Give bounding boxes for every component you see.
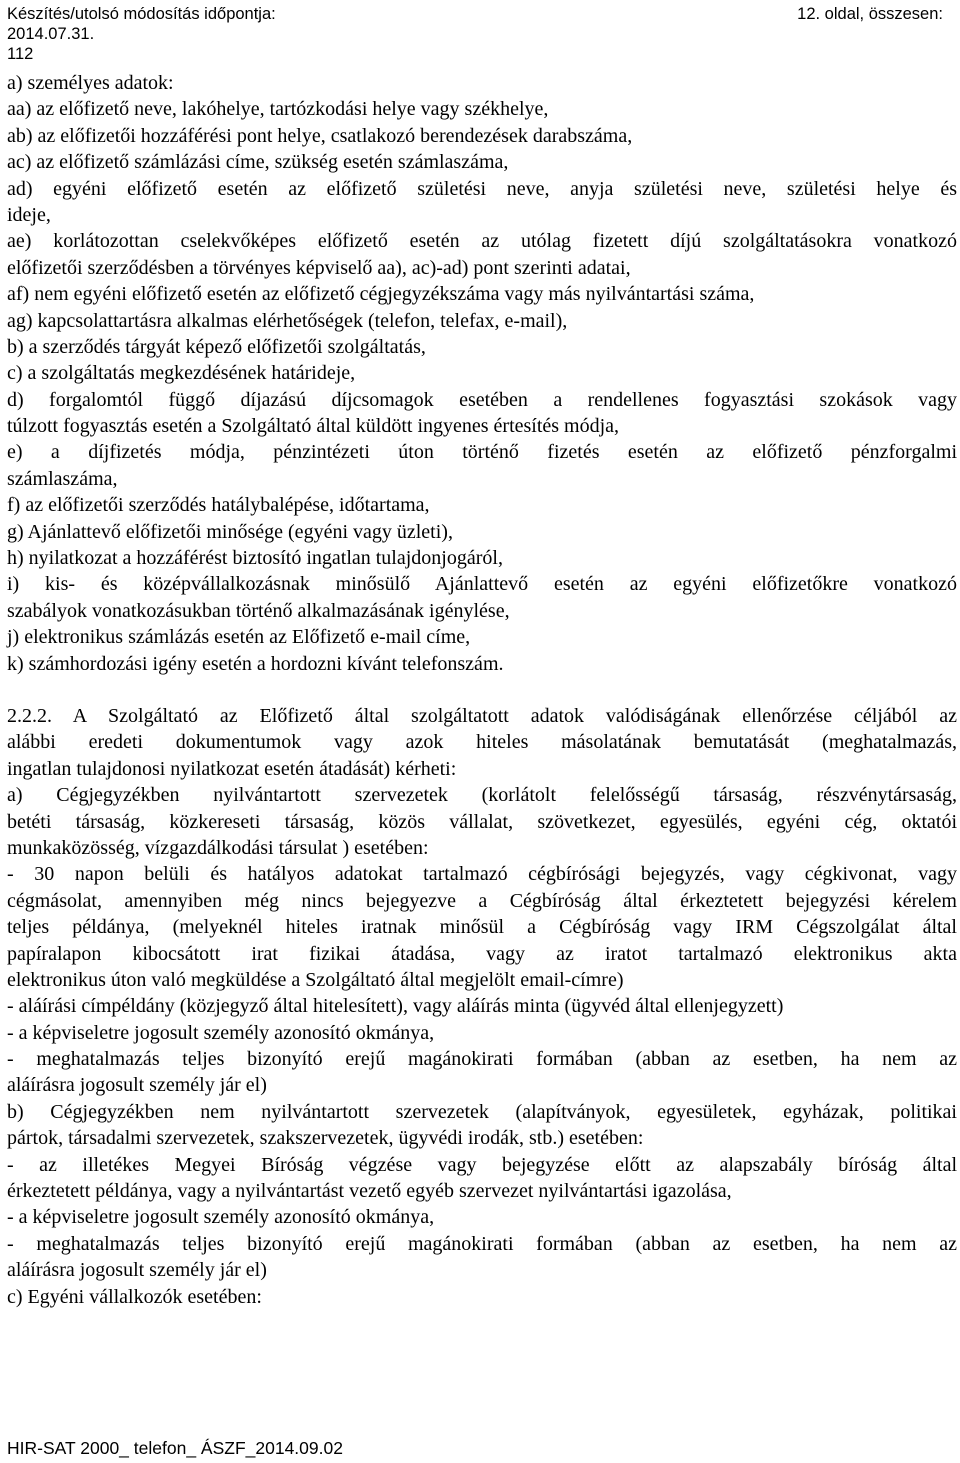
text-line: g) Ajánlattevő előfizetői minősége (egyéni vagy üzleti),	[7, 520, 453, 543]
text-line: k) számhordozási igény esetén a hordozni kívánt telefonszám.	[7, 652, 504, 675]
text-line: betéti társaság, közkereseti társaság, közös vállalat, szövetkezet, egyesülés, egyéni cég, oktatói	[7, 810, 957, 833]
text-line: túlzott fogyasztás esetén a Szolgáltató által küldött ingyenes értesítés módja,	[7, 415, 620, 438]
subscriber-data-list	[7, 70, 957, 677]
text-line: c) Egyéni vállalkozók esetében:	[7, 1285, 262, 1308]
text-line: - az illetékes Megyei Bíróság végzése vagy bejegyzése előtt az alapszabály bíróság által	[7, 1153, 957, 1176]
text-line: e) a díjfizetés módja, pénzintézeti úton történő fizetés esetén az előfizető pénzforgalmi	[7, 441, 957, 464]
document-body	[7, 70, 957, 1310]
text-line: alábbi eredeti dokumentumok vagy azok hiteles másolatának bemutatását (meghatalmazás,	[7, 731, 957, 754]
text-line: c) a szolgáltatás megkezdésének határideje,	[7, 362, 356, 385]
header-total-pages: 112	[7, 45, 34, 63]
text-line: - a képviseletre jogosult személy azonosító okmánya,	[7, 1021, 435, 1044]
text-line: j) elektronikus számlázás esetén az Előfizető e-mail címe,	[7, 626, 471, 649]
text-line: ideje,	[7, 203, 51, 226]
header-page-number: 12. oldal, összesen:	[797, 5, 943, 23]
text-line: d) forgalomtól függő díjazású díjcsomagok esetében a rendellenes fogyasztási szokások vagy	[7, 388, 957, 411]
text-line: h) nyilatkozat a hozzáférést biztosító ingatlan tulajdonjogáról,	[7, 547, 503, 570]
text-line: f) az előfizetői szerződés hatálybalépése, időtartama,	[7, 494, 430, 517]
text-line: ae) korlátozottan cselekvőképes előfizető esetén az utólag fizetett díjú szolgáltatásokra vonatkozó	[7, 230, 957, 253]
text-line: teljes példánya, (melyeknél hiteles iratnak minősül a Cégbíróság vagy IRM Cégszolgálat által	[7, 916, 957, 939]
text-line: szabályok vonatkozásukban történő alkalmazásának igénylése,	[7, 599, 510, 622]
section-2-2-2	[7, 703, 957, 1310]
text-line: af) nem egyéni előfizető esetén az előfizető cégjegyzékszáma vagy más nyilvántartási száma,	[7, 283, 755, 306]
header-modified-date: Készítés/utolsó módosítás időpontja: 2014.07.31.	[7, 5, 276, 43]
text-line: b) a szerződés tárgyát képező előfizetői szolgáltatás,	[7, 335, 426, 358]
text-line: - meghatalmazás teljes bizonyító erejű magánokirati formában (abban az esetben, ha nem az	[7, 1232, 957, 1255]
text-line: munkaközösség, vízgazdálkodási társulat ) esetében:	[7, 836, 429, 859]
text-line: érkeztetett példánya, vagy a nyilvántartást vezető egyéb szervezet nyilvántartási igazolása,	[7, 1180, 732, 1203]
text-line: ag) kapcsolattartásra alkalmas elérhetőségek (telefon, telefax, e-mail),	[7, 309, 568, 332]
text-line: előfizetői szerződésben a törvényes képviselő aa), ac)-ad) pont szerinti adatai,	[7, 256, 631, 279]
text-line: ingatlan tulajdonosi nyilatkozat esetén átadását) kérheti:	[7, 757, 457, 780]
text-line: b) Cégjegyzékben nem nyilvántartott szervezetek (alapítványok, egyesületek, egyházak, politikai	[7, 1100, 957, 1123]
text-line: ad) egyéni előfizető esetén az előfizető születési neve, anyja születési neve, születési helye és	[7, 177, 957, 200]
text-line: aa) az előfizető neve, lakóhelye, tartózkodási helye vagy székhelye,	[7, 98, 549, 121]
text-line: ac) az előfizető számlázási címe, szükség esetén számlaszáma,	[7, 151, 509, 174]
paragraph-gap	[7, 677, 957, 703]
text-line: 2.2.2. A Szolgáltató az Előfizető által szolgáltatott adatok valódiságának ellenőrzése céljából az	[7, 704, 957, 727]
text-line: - aláírási címpéldány (közjegyző által hitelesített), vagy aláírás minta (ügyvéd által ellenjegyzett)	[7, 995, 784, 1018]
text-line: számlaszáma,	[7, 467, 118, 490]
text-line: cégmásolat, amennyiben még nincs bejegyezve a Cégbíróság által érkeztetett bejegyzési kérelem	[7, 889, 957, 912]
text-line: aláírásra jogosult személy jár el)	[7, 1259, 267, 1282]
text-line: - a képviseletre jogosult személy azonosító okmánya,	[7, 1206, 435, 1229]
page-footer: HIR-SAT 2000_ telefon_ ÁSZF_2014.09.02	[7, 1438, 343, 1458]
page-header-left	[7, 4, 367, 64]
text-line: elektronikus úton való megküldése a Szolgáltató által megjelölt email-címre)	[7, 968, 624, 991]
text-line: a) személyes adatok:	[7, 72, 174, 94]
text-line: papíralapon kibocsátott irat fizikai átadása, vagy az iratot tartalmazó elektronikus akta	[7, 942, 957, 965]
text-line: - meghatalmazás teljes bizonyító erejű magánokirati formában (abban az esetben, ha nem az	[7, 1048, 957, 1071]
text-line: ab) az előfizetői hozzáférési pont helye, csatlakozó berendezések darabszáma,	[7, 124, 633, 147]
text-line: a) Cégjegyzékben nyilvántartott szervezetek (korlátolt felelősségű társaság, részvénytársaság,	[7, 784, 957, 807]
text-line: - 30 napon belüli és hatályos adatokat tartalmazó cégbírósági bejegyzés, vagy cégkivonat, vagy	[7, 863, 957, 886]
text-line: aláírásra jogosult személy jár el)	[7, 1074, 267, 1097]
text-line: i) kis- és középvállalkozásnak minősülő Ajánlattevő esetén az egyéni előfizetőkre vonatkozó	[7, 573, 957, 596]
text-line: pártok, társadalmi szervezetek, szakszervezetek, ügyvédi irodák, stb.) esetében:	[7, 1127, 644, 1150]
